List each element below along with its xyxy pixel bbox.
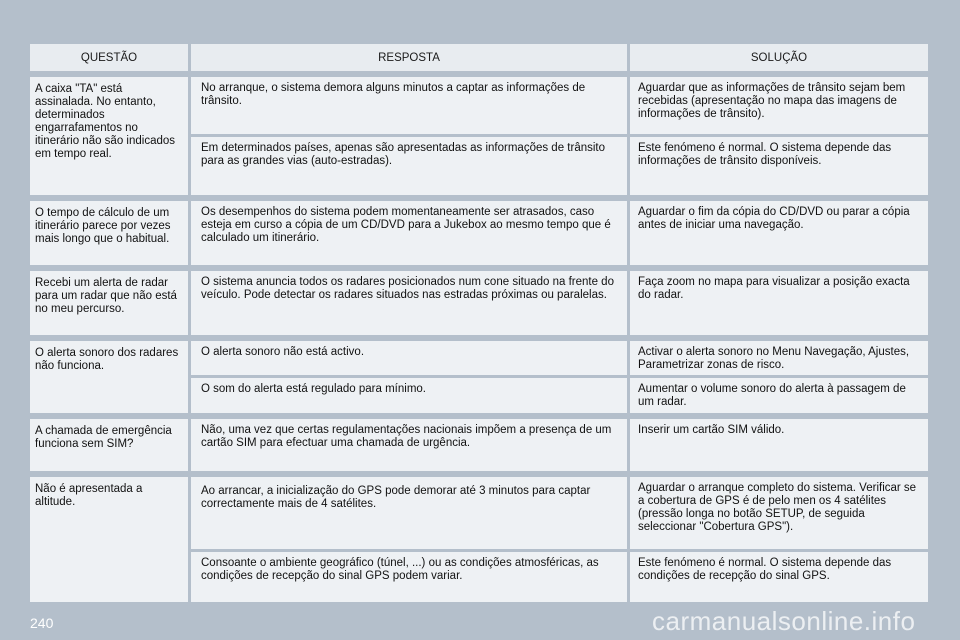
table-group	[30, 201, 928, 265]
table-row	[191, 201, 928, 265]
answer-cell: O som do alerta está regulado para mínimo.	[191, 378, 627, 413]
answer-cell: Não, uma vez que certas regulamentações nacionais impõem a presença de um cartão SIM para efectuar uma chamada de urgência.	[191, 419, 627, 471]
answer-cell: O alerta sonoro não está activo.	[191, 341, 627, 375]
header-answer: RESPOSTA	[191, 44, 627, 71]
table-group	[30, 77, 928, 195]
table-row	[191, 137, 928, 195]
question-cell: Recebi um alerta de radar para um radar que não está no meu percurso.	[30, 271, 188, 335]
question-cell: Não é apresentada a altitude.	[30, 477, 188, 602]
table-row	[191, 77, 928, 134]
solution-cell: Aguardar o arranque completo do sistema. Verificar se a cobertura de GPS é de pelo men os 4 satélites (pressão longa no botão SETUP, de seguida seleccionar "Cobertura GPS").	[630, 477, 928, 549]
table-row	[191, 477, 928, 549]
solution-cell: Aumentar o volume sonoro do alerta à passagem de um radar.	[630, 378, 928, 413]
table-row	[191, 378, 928, 413]
question-cell: A caixa "TA" está assinalada. No entanto, determinados engarrafamentos no itinerário não são indicados em tempo real.	[30, 77, 188, 195]
question-cell: A chamada de emergência funciona sem SIM?	[30, 419, 188, 471]
table-row	[191, 552, 928, 602]
solution-cell: Aguardar o fim da cópia do CD/DVD ou parar a cópia antes de iniciar uma navegação.	[630, 201, 928, 265]
table-row	[191, 419, 928, 471]
table-row	[191, 271, 928, 335]
table-group	[30, 477, 928, 602]
answer-cell: Ao arrancar, a inicialização do GPS pode demorar até 3 minutos para captar correctamente mais de 4 satélites.	[191, 477, 627, 549]
solution-cell: Aguardar que as informações de trânsito sejam bem recebidas (apresentação no mapa das imagens de informações de trânsito).	[630, 77, 928, 134]
solution-cell: Activar o alerta sonoro no Menu Navegação, Ajustes, Parametrizar zonas de risco.	[630, 341, 928, 375]
watermark: carmanualsonline.info	[652, 606, 916, 636]
page-number: 240	[30, 615, 54, 631]
answer-cell: O sistema anuncia todos os radares posicionados num cone situado na frente do veículo. Pode detectar os radares situados nas estradas próximas ou paralelas.	[191, 271, 627, 335]
table-group	[30, 341, 928, 413]
answer-cell: No arranque, o sistema demora alguns minutos a captar as informações de trânsito.	[191, 77, 627, 134]
table-group	[30, 419, 928, 471]
solution-cell: Faça zoom no mapa para visualizar a posição exacta do radar.	[630, 271, 928, 335]
answer-cell: Em determinados países, apenas são apresentadas as informações de trânsito para as grandes vias (auto-estradas).	[191, 137, 627, 195]
header-question: QUESTÃO	[30, 44, 188, 71]
table-group	[30, 271, 928, 335]
question-cell: O alerta sonoro dos radares não funciona.	[30, 341, 188, 413]
table-header	[30, 44, 928, 71]
troubleshooting-table	[30, 44, 928, 608]
question-cell: O tempo de cálculo de um itinerário parece por vezes mais longo que o habitual.	[30, 201, 188, 265]
solution-cell: Este fenómeno é normal. O sistema depende das informações de trânsito disponíveis.	[630, 137, 928, 195]
table-row	[191, 341, 928, 375]
header-solution: SOLUÇÃO	[630, 44, 928, 71]
solution-cell: Este fenómeno é normal. O sistema depende das condições de recepção do sinal GPS.	[630, 552, 928, 602]
answer-cell: Consoante o ambiente geográfico (túnel, ...) ou as condições atmosféricas, as condições de recepção do sinal GPS podem variar.	[191, 552, 627, 602]
answer-cell: Os desempenhos do sistema podem momentaneamente ser atrasados, caso esteja em curso a cópia de um CD/DVD para a Jukebox ao mesmo tempo que é calculado um itinerário.	[191, 201, 627, 265]
solution-cell: Inserir um cartão SIM válido.	[630, 419, 928, 471]
